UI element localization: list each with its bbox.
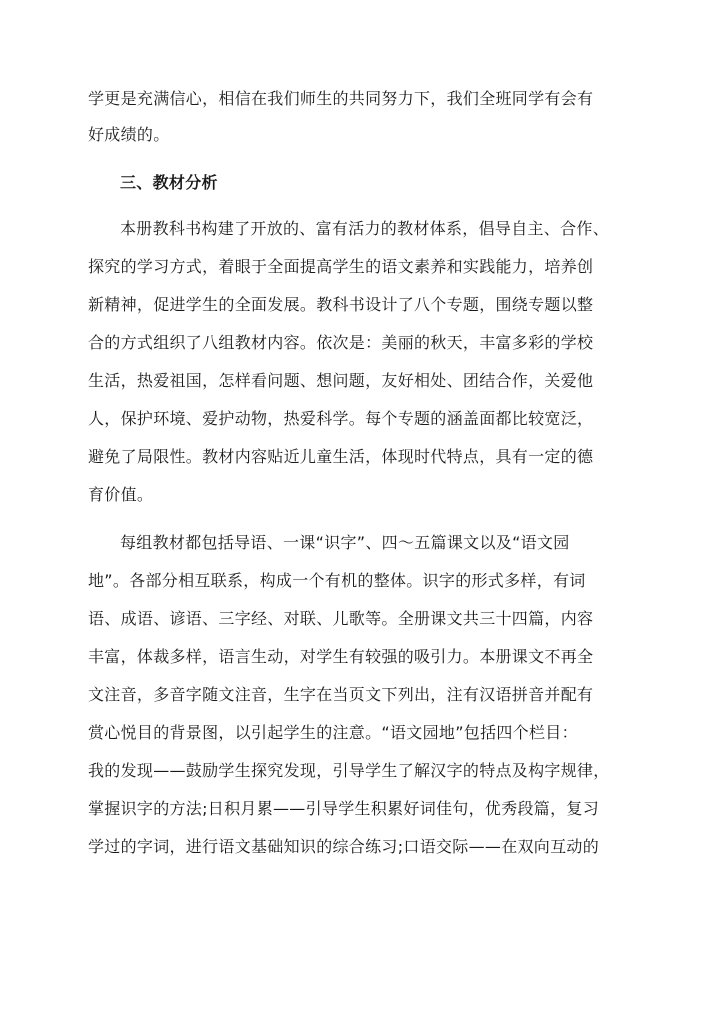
paragraph-line: 丰富，体裁多样，语言生动，对学生有较强的吸引力。本册课文不再全 <box>88 647 594 666</box>
paragraph-line: 每组教材都包括导语、一课“识字”、四～五篇课文以及“语文园 <box>120 533 570 552</box>
paragraph-line: 我的发现——鼓励学生探究发现，引导学生了解汉字的特点及构字规律， <box>88 761 610 780</box>
paragraph-line: 赏心悦目的背景图，以引起学生的注意。“语文园地”包括四个栏目： <box>88 723 578 742</box>
paragraph-line: 育价值。 <box>88 485 154 504</box>
paragraph-line: 地”。各部分相互联系，构成一个有机的整体。识字的形式多样，有词 <box>88 571 586 590</box>
paragraph-line: 人，保护环境、爱护动物，热爱科学。每个专题的涵盖面都比较宽泛， <box>88 409 594 428</box>
paragraph-line: 新精神，促进学生的全面发展。教科书设计了八个专题，围绕专题以整 <box>88 295 594 314</box>
paragraph-line: 合的方式组织了八组教材内容。依次是：美丽的秋天，丰富多彩的学校 <box>88 333 594 352</box>
paragraph-line: 语、成语、谚语、三字经、对联、儿歌等。全册课文共三十四篇，内容 <box>88 609 594 628</box>
paragraph-line: 生活，热爱祖国，怎样看问题、想问题，友好相处、团结合作，关爱他 <box>88 371 594 390</box>
paragraph-line: 学过的字词，进行语文基础知识的综合练习;口语交际——在双向互动的 <box>88 837 599 856</box>
paragraph-line: 本册教科书构建了开放的、富有活力的教材体系，倡导自主、合作、 <box>120 219 610 238</box>
paragraph-line: 掌握识字的方法;日积月累——引导学生积累好词佳句，优秀段篇，复习 <box>88 799 599 818</box>
paragraph-line: 文注音，多音字随文注音，生字在当页文下列出，注有汉语拼音并配有 <box>88 685 594 704</box>
paragraph-line: 好成绩的。 <box>88 125 170 144</box>
paragraph-line: 学更是充满信心，相信在我们师生的共同努力下，我们全班同学有会有 <box>88 89 594 108</box>
paragraph-line: 避免了局限性。教材内容贴近儿童生活，体现时代特点，具有一定的德 <box>88 447 594 466</box>
paragraph-line: 探究的学习方式，着眼于全面提高学生的语文素养和实践能力，培养创 <box>88 257 594 276</box>
section-heading: 三、教材分析 <box>120 173 218 192</box>
